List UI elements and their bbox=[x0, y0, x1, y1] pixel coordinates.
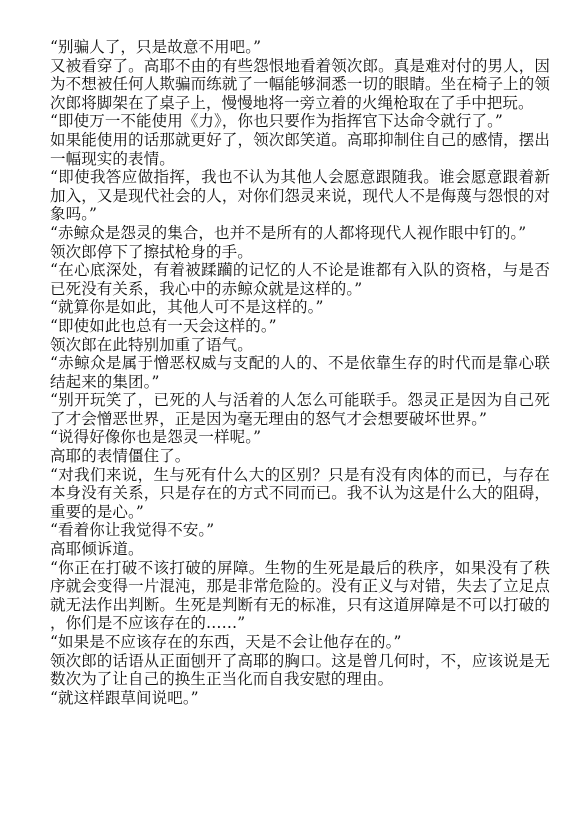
paragraph-21: 领次郎的话语从正面刨开了高耶的胸口。这是曾几何时，不，应该说是无数次为了让自己的换生正当化而自我安慰的理由。 bbox=[50, 651, 550, 689]
paragraph-17: “看着你让我觉得不安。” bbox=[50, 521, 215, 540]
paragraph-18: 高耶倾诉道。 bbox=[50, 540, 144, 559]
paragraph-16: “对我们来说，生与死有什么大的区别？只是有没有肉体的而已，与存在本身没有关系，只是存在的方式不同而已。我不认为这是什么大的阻碍，重要的是心。” bbox=[50, 465, 550, 521]
paragraph-11: 领次郎在此特别加重了语气。 bbox=[50, 335, 253, 354]
paragraph-4: 如果能使用的话那就更好了，领次郎笑道。高耶抑制住自己的感情，摆出一幅现实的表情。 bbox=[50, 130, 550, 168]
paragraph-6: “赤鲸众是怨灵的集合，也并不是所有的人都将现代人视作眼中钉的。” bbox=[50, 223, 527, 242]
paragraph-7: 领次郎停下了擦拭枪身的手。 bbox=[50, 242, 253, 261]
paragraph-10: “即使如此也总有一天会这样的。” bbox=[50, 316, 277, 335]
paragraph-5: “即使我答应做指挥，我也不认为其他人会愿意跟随我。谁会愿意跟着新加入，又是现代社会的人，对你们怨灵来说，现代人不是侮蔑与怨恨的对象吗。” bbox=[50, 168, 550, 224]
paragraph-1: “别骗人了，只是故意不用吧。” bbox=[50, 38, 262, 56]
paragraph-22: “就这样跟草间说吧。” bbox=[50, 688, 199, 707]
paragraph-9: “就算你是如此，其他人可不是这样的。” bbox=[50, 298, 324, 317]
paragraph-3: “即使万一不能使用《力》，你也只要作为指挥官下达命令就行了。” bbox=[50, 112, 503, 131]
paragraph-13: “别开玩笑了，已死的人与活着的人怎么可能联手。怨灵正是因为自己死了才会憎恶世界，正是因为毫无理由的怒气才会想要破坏世界。” bbox=[50, 391, 550, 428]
document-body bbox=[50, 38, 550, 707]
paragraph-12: “赤鲸众是属于憎恶权威与支配的人的、不是依靠生存的时代而是靠心联结起来的集团。” bbox=[50, 354, 550, 391]
paragraph-15: 高耶的表情僵住了。 bbox=[50, 447, 191, 466]
paragraph-20: “如果是不应该存在的东西，天是不会让他存在的。” bbox=[50, 633, 402, 651]
paragraph-8: “在心底深处，有着被蹂躏的记忆的人不论是谁都有入队的资格，与是否已死没有关系，我心中的赤鲸众就是这样的。” bbox=[50, 261, 550, 298]
paragraph-14: “说得好像你也是怨灵一样呢。” bbox=[50, 428, 262, 447]
paragraph-2: 又被看穿了。高耶不由的有些怨恨地看着领次郎。真是难对付的男人，因为不想被任何人欺骗而练就了一幅能够洞悉一切的眼睛。坐在椅子上的领次郎将脚架在了桌子上，慢慢地将一旁立着的火绳枪取在了手中把玩。 bbox=[50, 56, 550, 112]
paragraph-19: “你正在打破不该打破的屏障。生物的生死是最后的秩序，如果没有了秩序就会变得一片混沌，那是非常危险的。没有正义与对错，失去了立足点就无法作出判断。生死是判断有无的标准，只有这道屏障是不可以打破的，你们是不应该存在的……” bbox=[50, 558, 550, 633]
